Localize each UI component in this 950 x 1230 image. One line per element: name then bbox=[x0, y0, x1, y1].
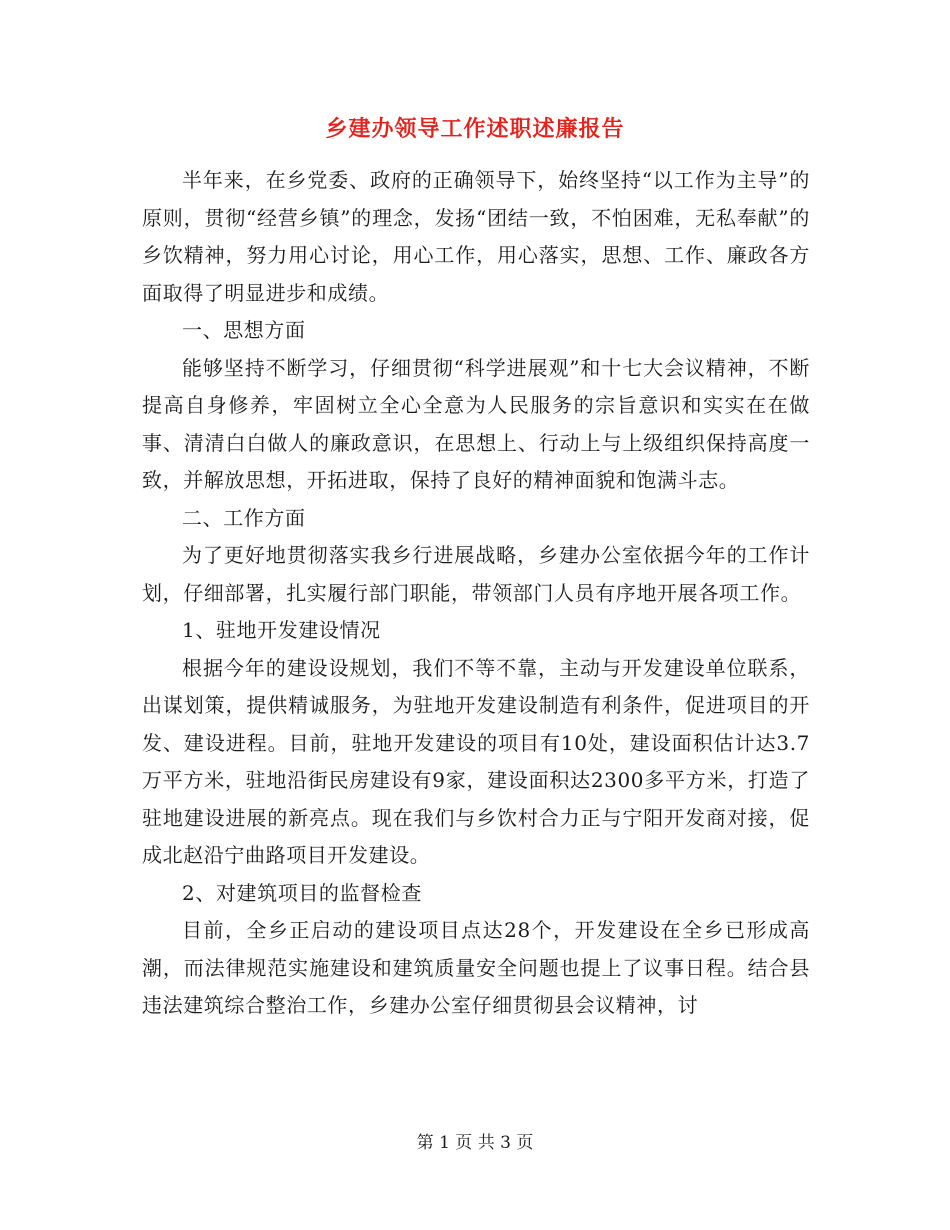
subsection-heading-supervision: 2、对建筑项目的监督检查 bbox=[182, 880, 422, 905]
page-number-footer: 第 1 页 共 3 页 bbox=[416, 1133, 534, 1153]
section-heading-work: 二、工作方面 bbox=[182, 505, 306, 530]
subsection-heading-development: 1、驻地开发建设情况 bbox=[182, 618, 381, 642]
document-title: 乡建办领导工作述职述廉报告 bbox=[325, 116, 625, 142]
document-body bbox=[142, 162, 810, 1025]
paragraph-development: 根据今年的建设设规划，我们不等不靠，主动与开发建设单位联系，出谋划策，提供精诚服务，为驻地开发建设制造有利条件，促进项目的开发、建设进程。目前，驻地开发建设的项目有10处，建设面积估计达3.7万平方米，驻地沿街民房建设有9家，建设面积达2300多平方米，打造了驻地建设进展的新亮点。现在我们与乡饮村合力正与宁阳开发商对接，促成北赵沿宁曲路项目开发建设。 bbox=[142, 655, 810, 867]
paragraph-intro: 半年来，在乡党委、政府的正确领导下，始终坚持“以工作为主导”的原则，贯彻“经营乡镇”的理念，发扬“团结一致，不怕困难，无私奉献”的乡饮精神，努力用心讨论，用心工作，用心落实，思想、工作、廉政各方面取得了明显进步和成绩。 bbox=[142, 168, 810, 305]
paragraph-work: 为了更好地贯彻落实我乡行进展战略，乡建办公室依据今年的工作计划，仔细部署，扎实履行部门职能，带领部门人员有序地开展各项工作。 bbox=[142, 543, 810, 605]
paragraph-thought: 能够坚持不断学习，仔细贯彻“科学进展观”和十七大会议精神，不断提高自身修养，牢固树立全心全意为人民服务的宗旨意识和实实在在做事、清清白白做人的廉政意识，在思想上、行动上与上级组织保持高度一致，并解放思想，开拓进取，保持了良好的精神面貌和饱满斗志。 bbox=[142, 355, 810, 492]
paragraph-supervision: 目前，全乡正启动的建设项目点达28个，开发建设在全乡已形成高潮，而法律规范实施建设和建筑质量安全问题也提上了议事日程。结合县违法建筑综合整治工作，乡建办公室仔细贯彻县会议精神，讨 bbox=[142, 918, 810, 1017]
section-heading-thought: 一、思想方面 bbox=[182, 318, 306, 342]
